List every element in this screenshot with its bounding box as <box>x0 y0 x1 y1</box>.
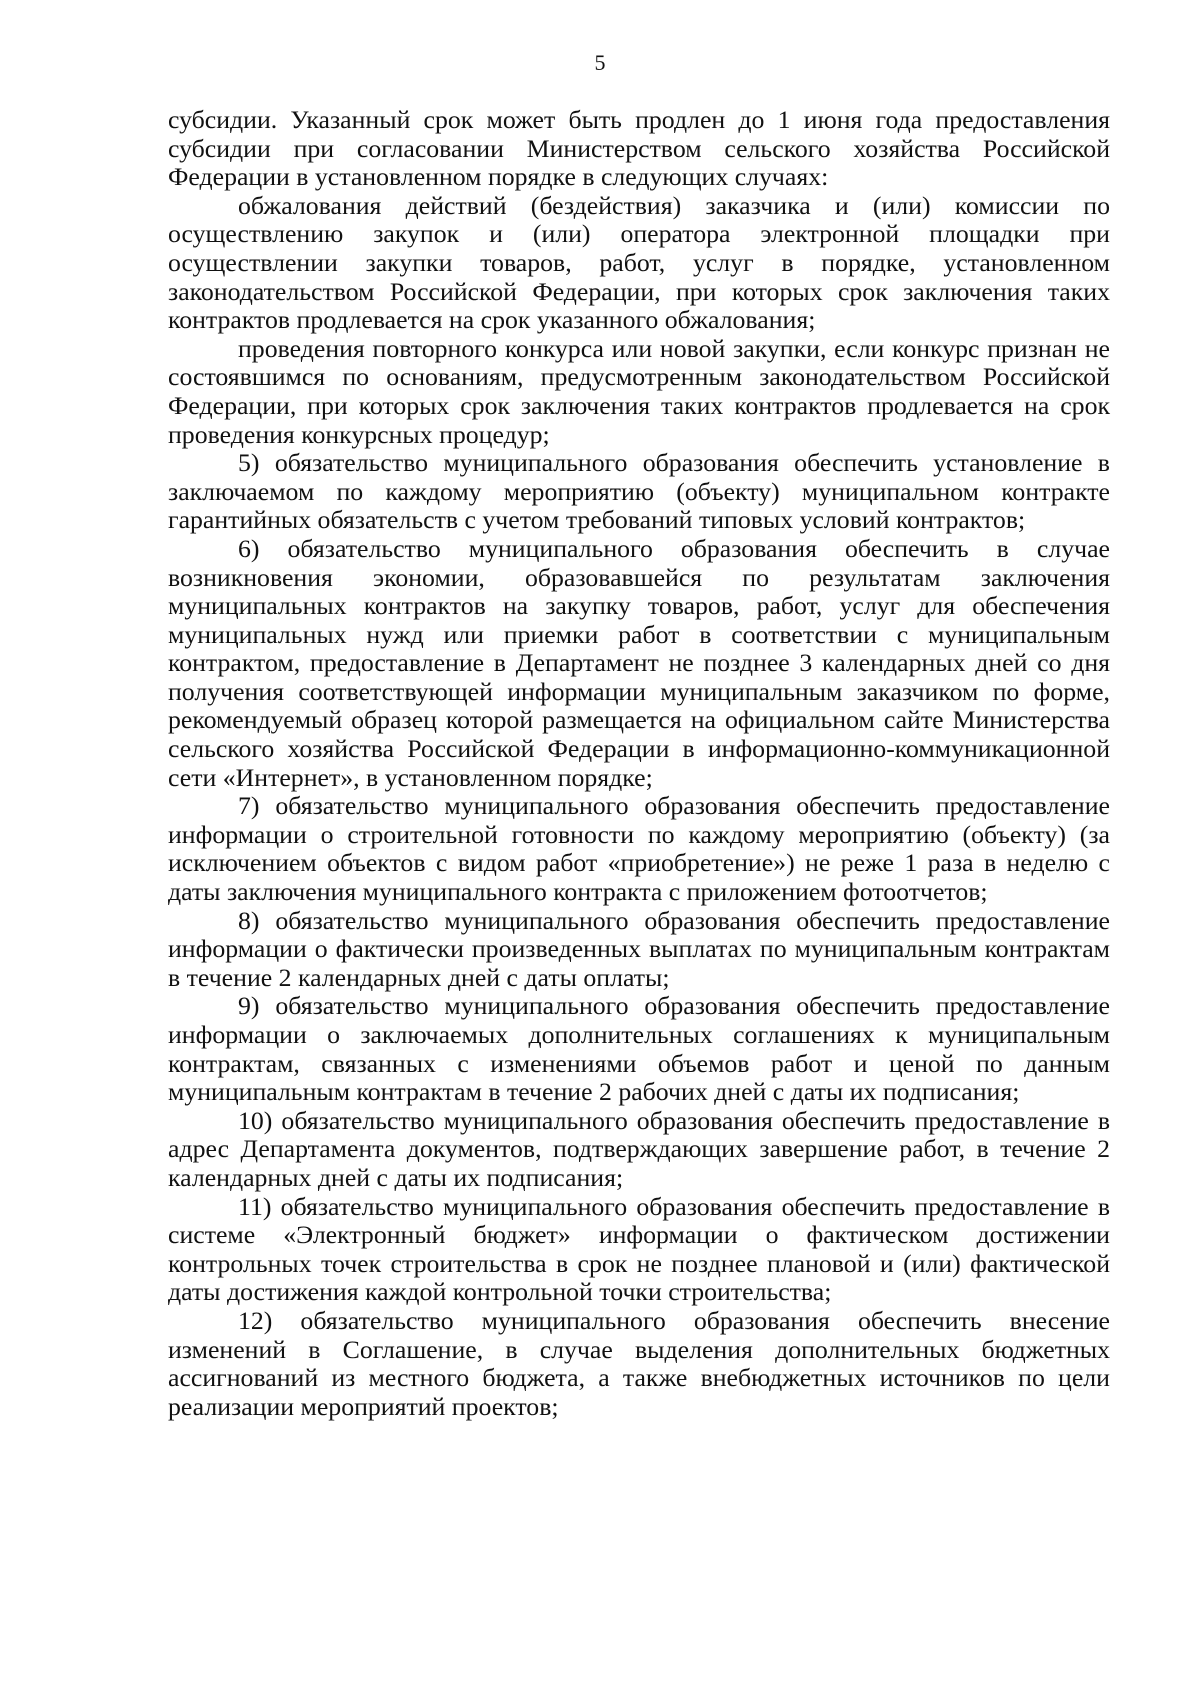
paragraph-repeat-tender-case: проведения повторного конкурса или новой закупки, если конкурс признан не состоявшимся по основаниям, предусмотренным законодательством Российской Федерации, при которых срок заключения таких контрактов продлевается на срок проведения конкурсных процедур; <box>168 333 1110 449</box>
paragraph-appeal-case: обжалования действий (бездействия) заказчика и (или) комиссии по осуществлению закупок и (или) оператора электронной площадки при осуществлении закупки товаров, работ, услуг в порядке, установленном законодательством Российской Федерации, при которых срок заключения таких контрактов продлевается на срок указанного обжалования; <box>168 190 1110 335</box>
paragraph-item-8: 8) обязательство муниципального образования обеспечить предоставление информации о фактически произведенных выплатах по муниципальным контрактам в течение 2 календарных дней с даты оплаты; <box>168 905 1110 992</box>
paragraph-item-12: 12) обязательство муниципального образования обеспечить внесение изменений в Соглашение, в случае выделения дополнительных бюджетных ассигнований из местного бюджета, а также внебюджетных источников по цели реализации мероприятий проектов; <box>168 1305 1110 1421</box>
paragraph-item-10: 10) обязательство муниципального образования обеспечить предоставление в адрес Департамента документов, подтверждающих завершение работ, в течение 2 календарных дней с даты их подписания; <box>168 1105 1110 1192</box>
paragraph-item-6: 6) обязательство муниципального образования обеспечить в случае возникновения экономии, образовавшейся по результатам заключения муниципальных контрактов на закупку товаров, работ, услуг для обеспечения муниципальных нужд или приемки работ в соответствии с муниципальным контрактом, предоставление в Департамент не позднее 3 календарных дней со дня получения соответствующей информации муниципальным заказчиком по форме, рекомендуемый образец которой размещается на официальном сайте Министерства сельского хозяйства Российской Федерации в информационно-коммуникационной сети «Интернет», в установленном порядке; <box>168 533 1110 792</box>
paragraph-item-9: 9) обязательство муниципального образования обеспечить предоставление информации о заключаемых дополнительных соглашениях к муниципальным контрактам, связанных с изменениями объемов работ и ценой по данным муниципальным контрактам в течение 2 рабочих дней с даты их подписания; <box>168 991 1110 1107</box>
paragraph-item-5: 5) обязательство муниципального образования обеспечить установление в заключаемом по каждому мероприятию (объекту) муниципальном контракте гарантийных обязательств с учетом требований типовых условий контрактов; <box>168 448 1110 535</box>
paragraph-item-11: 11) обязательство муниципального образования обеспечить предоставление в системе «Электронный бюджет» информации о фактическом достижении контрольных точек строительства в срок не позднее плановой и (или) фактической даты достижения каждой контрольной точки строительства; <box>168 1191 1110 1307</box>
paragraph-item-7: 7) обязательство муниципального образования обеспечить предоставление информации о строительной готовности по каждому мероприятию (объекту) (за исключением объектов с видом работ «приобретение») не реже 1 раза в неделю с даты заключения муниципального контракта с приложением фотоотчетов; <box>168 791 1110 907</box>
document-body <box>168 106 1110 1421</box>
page-number: 5 <box>594 50 606 75</box>
paragraph-subsidy-term: субсидии. Указанный срок может быть продлен до 1 июня года предоставления субсидии при согласовании Министерством сельского хозяйства Российской Федерации в установленном порядке в следующих случаях: <box>168 105 1110 192</box>
